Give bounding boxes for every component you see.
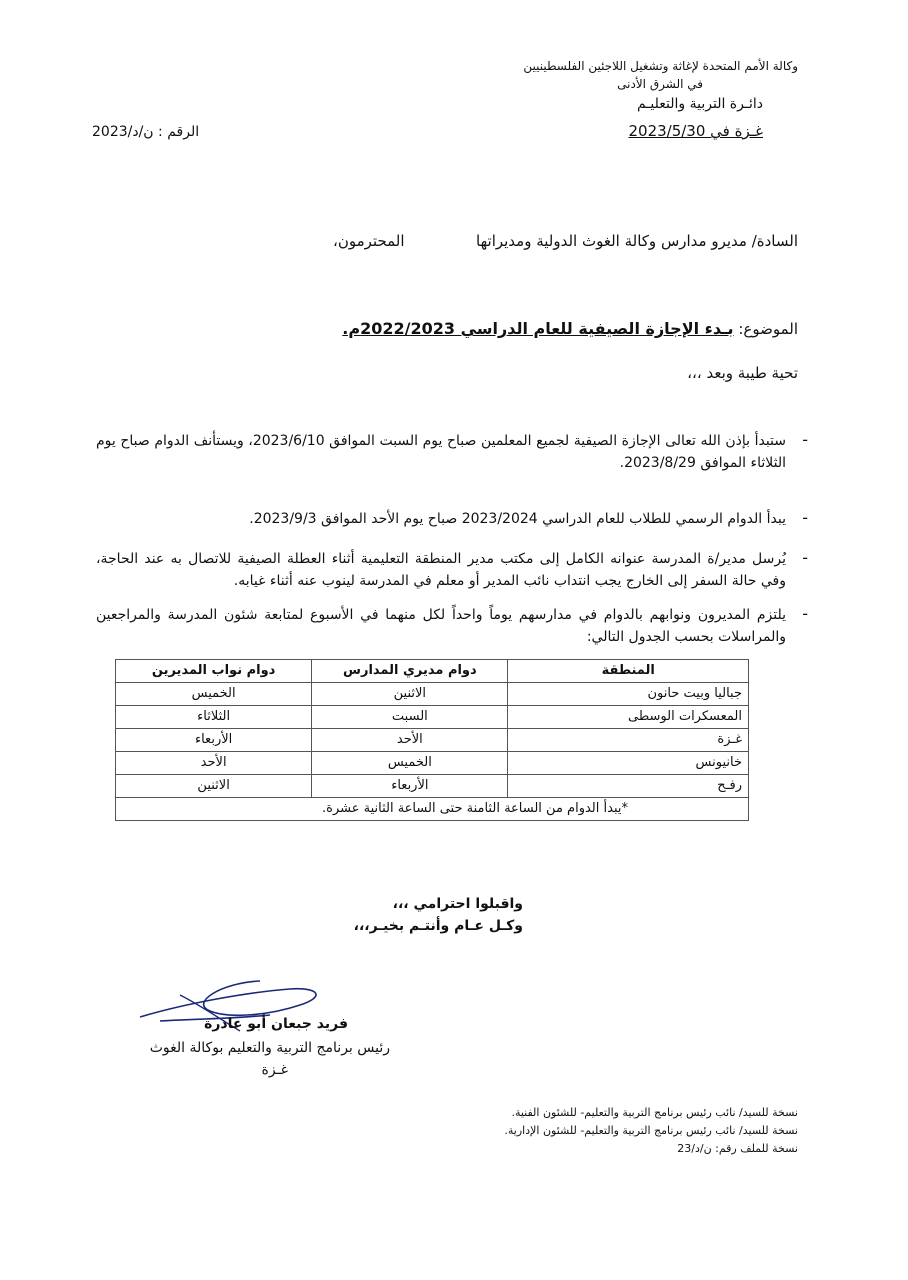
copy-line-3: نسخة للملف رقم: ن/د/23: [677, 1142, 798, 1155]
bullet-dash-4: -: [802, 604, 808, 623]
closing-line-1: واقبلوا احترامي ،،،: [392, 896, 523, 912]
principal-day-cell: الاثنين: [312, 683, 508, 706]
region-cell: رفـح: [508, 775, 749, 798]
addressee-honorific: المحترمون،: [333, 232, 405, 250]
region-cell: جباليا وبيت حانون: [508, 683, 749, 706]
agency-name-line1: وكالة الأمم المتحدة لإغاثة وتشغيل اللاجئين الفلسطينيين: [523, 59, 798, 73]
deputy-day-cell: الأحد: [116, 752, 312, 775]
letter-date: غـزة في 2023/5/30: [628, 122, 763, 140]
deputy-day-cell: الثلاثاء: [116, 706, 312, 729]
region-cell: خانيونس: [508, 752, 749, 775]
principal-day-cell: الأربعاء: [312, 775, 508, 798]
header-principals: دوام مديري المدارس: [312, 660, 508, 683]
subject-line: [342, 318, 798, 340]
table-row: [116, 775, 749, 798]
subject-label: الموضوع:: [738, 320, 798, 338]
addressee-line: السادة/ مديرو مدارس وكالة الغوث الدولية ومديراتها: [476, 232, 798, 250]
schedule-table: [115, 659, 749, 821]
table-header-row: [116, 660, 749, 683]
table-note: *يبدأ الدوام من الساعة الثامنة حتى الساعة الثانية عشرة.: [116, 798, 749, 821]
paragraph-4: يلتزم المديرون ونوابهم بالدوام في مدارسهم يوماً واحداً لكل منهما في الأسبوع لمتابعة شئون المدرسة والمراجعين والمراسلات بحسب الجدول التالي:: [96, 607, 786, 645]
signatory-city: غـزة: [261, 1062, 288, 1078]
principal-day-cell: الأحد: [312, 729, 508, 752]
principal-day-cell: السبت: [312, 706, 508, 729]
closing-line-2: وكـل عـام وأنتـم بخيـر،،،: [353, 918, 523, 934]
table-row: [116, 683, 749, 706]
deputy-day-cell: الأربعاء: [116, 729, 312, 752]
table-row: [116, 752, 749, 775]
header-region: المنطقة: [508, 660, 749, 683]
greeting: تحية طيبة وبعد ،،،: [687, 364, 798, 382]
region-cell: المعسكرات الوسطى: [508, 706, 749, 729]
subject-text: بـدء الإجازة الصيفية للعام الدراسي 2022/2023م.: [342, 319, 734, 338]
bullet-dash-3: -: [802, 548, 808, 567]
paragraph-2: يبدأ الدوام الرسمي للطلاب للعام الدراسي 2023/2024 صباح يوم الأحد الموافق 2023/9/3.: [249, 511, 786, 527]
bullet-dash-2: -: [802, 508, 808, 527]
table-row: [116, 706, 749, 729]
deputy-day-cell: الخميس: [116, 683, 312, 706]
bullet-dash-1: -: [802, 430, 808, 449]
header-deputies: دوام نواب المديرين: [116, 660, 312, 683]
principal-day-cell: الخميس: [312, 752, 508, 775]
table-row: [116, 729, 749, 752]
reference-number: الرقم : ن/د/2023: [92, 124, 200, 140]
deputy-day-cell: الاثنين: [116, 775, 312, 798]
department-name: دائـرة التربية والتعليـم: [637, 96, 763, 112]
signatory-name: فريد جبعان أبو عاذرة: [204, 1016, 348, 1032]
region-cell: غـزة: [508, 729, 749, 752]
agency-name-line2: في الشرق الأدنى: [617, 77, 703, 91]
copy-line-1: نسخة للسيد/ نائب رئيس برنامج التربية والتعليم- للشئون الفنية.: [511, 1106, 798, 1119]
signatory-title: رئيس برنامج التربية والتعليم بوكالة الغوث: [149, 1040, 390, 1056]
copy-line-2: نسخة للسيد/ نائب رئيس برنامج التربية والتعليم- للشئون الإدارية.: [504, 1124, 798, 1137]
paragraph-3: يُرسل مدير/ة المدرسة عنوانه الكامل إلى مكتب مدير المنطقة التعليمية أثناء العطلة الصيفية للاتصال به عند الحاجة، وفي حالة السفر إلى الخارج يجب انتداب نائب المدير أو معلم في المدرسة لينوب عنه أثناء غيابه.: [96, 551, 786, 589]
paragraph-1: ستبدأ بإذن الله تعالى الإجازة الصيفية لجميع المعلمين صباح يوم السبت الموافق 2023/6/10، ويستأنف الدوام صباح يوم الثلاثاء الموافق 2023/8/29.: [96, 433, 786, 471]
table-note-row: [116, 798, 749, 821]
